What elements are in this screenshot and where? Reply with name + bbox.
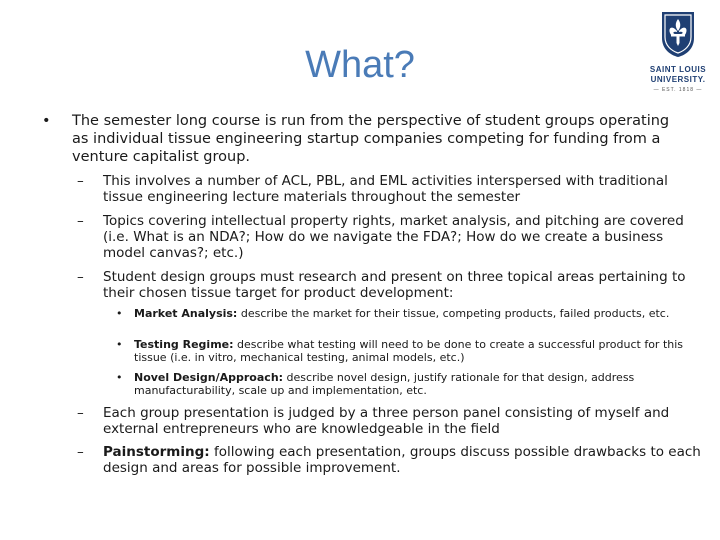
sub-bullet (77, 213, 703, 261)
sub-bullet (77, 405, 703, 437)
logo-text-saint-louis: SAINT LOUIS (649, 65, 707, 74)
bullet-text: The semester long course is run from the perspective of student groups operating as individual tissue engineering startup companies competing for funding from a venture capitalist group. (72, 113, 670, 165)
bullet-marker: • (116, 338, 123, 351)
sub-bullet-text: This involves a number of ACL, PBL, and EML activities interspersed with traditional tissue engineering lecture materials throughout the semester (103, 173, 668, 205)
bullet-marker: • (116, 371, 123, 384)
topic-label: Novel Design/Approach: (134, 371, 284, 384)
slide-title: What? (305, 44, 415, 86)
dash-marker: – (77, 213, 84, 229)
topic-label: Testing Regime: (134, 338, 234, 351)
topic-text: describe novel design, justify rationale for that design, address manufacturability, scale up and implementation, etc. (134, 371, 635, 397)
sub-bullet-text: Each group presentation is judged by a three person panel consisting of myself and external entrepreneurs who are knowledgeable in the field (103, 405, 670, 437)
sub-bullet-text: Topics covering intellectual property rights, market analysis, and pitching are covered (i.e. What is an NDA?; How do we navigate the FDA?; How do we create a business model canvas?; etc.) (103, 213, 684, 261)
dash-marker: – (77, 405, 84, 421)
sub-bullet (77, 269, 703, 301)
logo-est-text: — EST. 1818 — (653, 87, 703, 93)
topic-bullet (116, 371, 694, 397)
university-logo (640, 10, 716, 94)
sub-bullet-text: following each presentation, groups discuss possible drawbacks to each design and areas for possible improvement. (103, 444, 701, 476)
sub-bullet-label: Painstorming: (103, 444, 210, 460)
topic-text: describe what testing will need to be done to create a successful product for this tissue (i.e. in vitro, mechanical testing, animal models, etc.) (134, 338, 684, 364)
dash-marker: – (77, 444, 84, 460)
topic-text: describe the market for their tissue, competing products, failed products, etc. (237, 307, 670, 320)
topic-bullet (116, 338, 694, 364)
bullet-marker: • (42, 113, 51, 129)
fleur-de-lis-shield-icon (660, 10, 696, 58)
dash-marker: – (77, 173, 84, 189)
topic-bullet (116, 307, 694, 320)
sub-bullet (77, 173, 703, 205)
logo-text-university: UNIVERSITY. (650, 75, 706, 84)
sub-bullet (77, 444, 703, 476)
bullet-marker: • (116, 307, 123, 320)
sub-bullet-text: Student design groups must research and present on three topical areas pertaining to their chosen tissue target for product development: (103, 269, 686, 301)
topic-label: Market Analysis: (134, 307, 238, 320)
dash-marker: – (77, 269, 84, 285)
main-bullet (42, 112, 672, 166)
